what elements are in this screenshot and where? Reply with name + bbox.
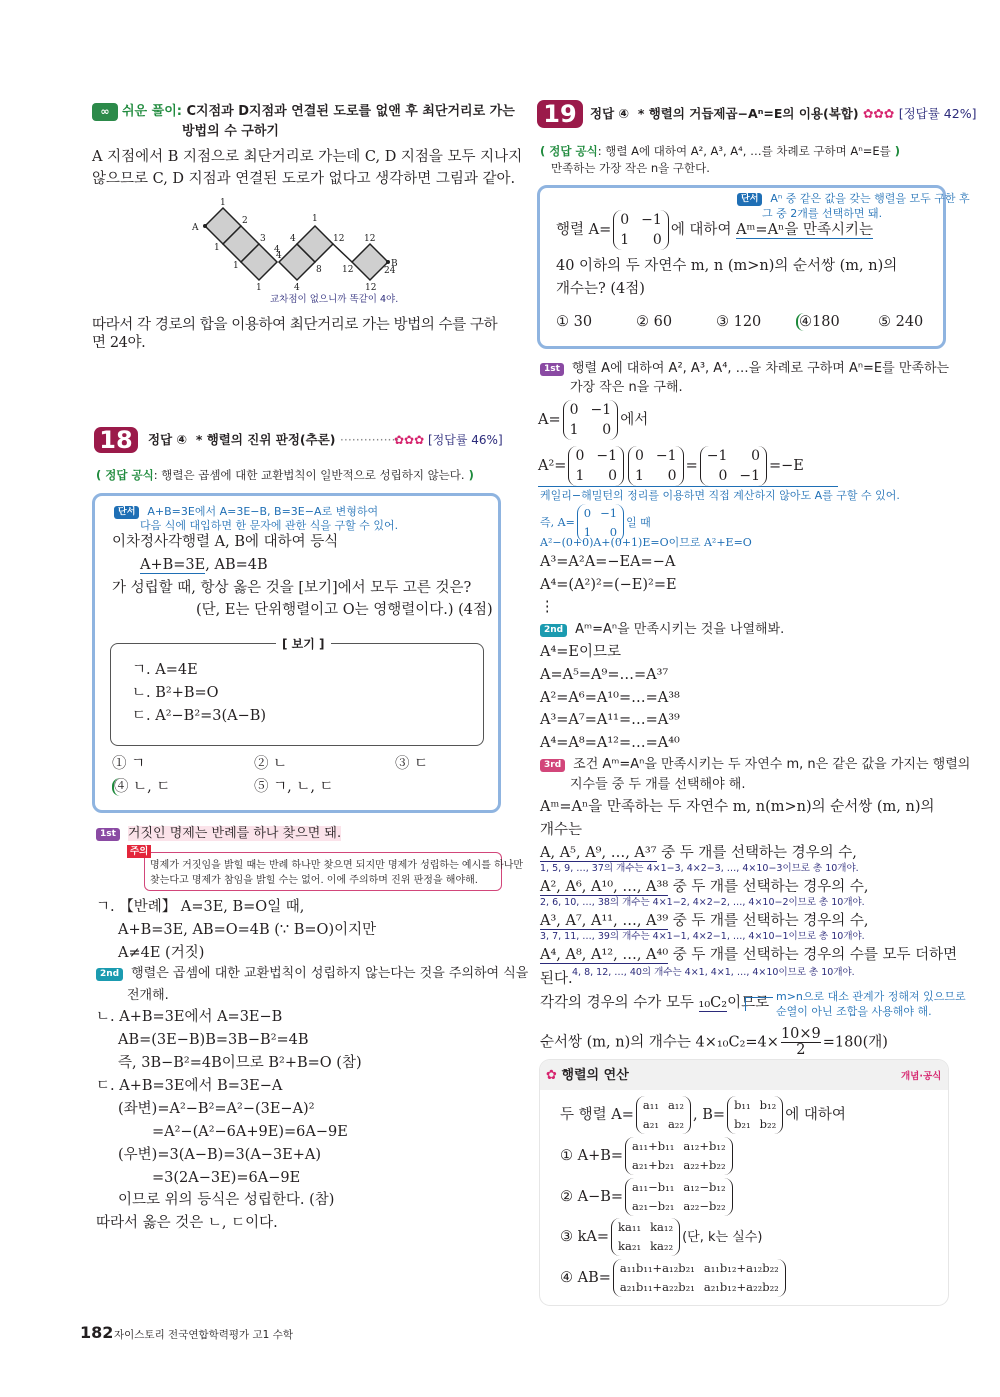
condition-underlined: A+B=3E bbox=[140, 557, 206, 573]
step-text: Aᵐ=Aⁿ을 만족시키는 것을 나열해봐. bbox=[575, 622, 785, 637]
solution-line: (좌변)=A²−B²=A²−(3E−A)² bbox=[118, 1101, 315, 1117]
condition-underlined: Aᵐ=Aⁿ을 만족시키는 bbox=[736, 222, 873, 238]
hint-text: A+B=3E에서 A=3E−B, B=3E−A로 변형하여 bbox=[147, 505, 379, 518]
difficulty-stars: ✿✿✿ bbox=[394, 433, 425, 447]
caution-text: 찾는다고 명제가 참임을 밝힐 수는 없어. 이에 주의하며 진위 판정을 해야해. bbox=[150, 875, 478, 886]
matrix-entry: −1 bbox=[655, 448, 677, 464]
correct-rate: [정답률 42%] bbox=[898, 106, 977, 121]
step-tag: 3rd bbox=[540, 759, 565, 772]
matrix-entry: −1 bbox=[590, 402, 612, 418]
q19-formula: ( 정답 공식: 행렬 A에 대하여 A², A³, A⁴, …를 차례로 구하며 Aⁿ=E를 ) bbox=[540, 144, 901, 158]
diagram-label: 4 bbox=[274, 245, 280, 255]
matrix-entry: b₁₁ bbox=[734, 1098, 751, 1112]
matrix-entry: a₂₁−b₂₁ bbox=[632, 1199, 675, 1213]
formula-text: : 행렬 A에 대하여 A², A³, A⁴, …를 차례로 구하며 Aⁿ=E를 bbox=[597, 144, 891, 158]
diagram-label: 24 bbox=[384, 266, 396, 276]
step-text: 행렬은 곱셈에 대한 교환법칙이 성립하지 않는다는 것을 주의하여 식을 bbox=[131, 966, 529, 981]
matrix-entry: 0 bbox=[620, 212, 630, 228]
case-line: A³, A⁷, A¹¹, …, A³⁹ 중 두 개를 선택하는 경우의 수, bbox=[540, 913, 869, 929]
hint-text: 그 중 2개를 선택하면 돼. bbox=[762, 207, 883, 220]
step-text: 거짓인 명제는 반례를 하나 찾으면 돼. bbox=[127, 826, 342, 841]
matrix-entry: a₁₁ bbox=[642, 1098, 659, 1112]
arrow-note: 순열이 아닌 조합을 사용해야 해. bbox=[776, 1005, 932, 1018]
difficulty-stars: ✿✿✿ bbox=[862, 106, 895, 121]
case-note: 3, 7, 11, …, 39의 개수는 4×1−1, 4×2−1, …, 4×10−1이므로 총 10개야. bbox=[540, 931, 865, 942]
diagram-label: 4 bbox=[290, 234, 296, 244]
solution-line: A=A⁵=A⁹=…=A³⁷ bbox=[540, 667, 669, 683]
q18-hint bbox=[114, 505, 378, 519]
matrix-entry: a₁₂−b₁₂ bbox=[683, 1180, 726, 1194]
solution-line: 각각의 경우의 수가 모두 ₁₀C₂이므로 bbox=[540, 995, 770, 1011]
matrix-entry: a₂₂−b₂₂ bbox=[683, 1199, 726, 1213]
diagram-label: 1 bbox=[214, 243, 220, 253]
solution-line: A+B=3E, AB=O=4B (∵ B=O)이지만 bbox=[118, 922, 377, 938]
matrix-entry: a₁₁+b₁₁ bbox=[632, 1139, 675, 1153]
matrix-entry: ka₁₂ bbox=[650, 1220, 674, 1234]
matrix-entry: a₂₁ bbox=[642, 1117, 659, 1131]
solution-line: 즉, 3B−B²=4B이므로 B²+B=O (참) bbox=[118, 1055, 362, 1071]
step-text: 가장 작은 n을 구해. bbox=[570, 380, 683, 395]
result-line: 순서쌍 (m, n)의 개수는 4×₁₀C₂=4× $\frac{10\times 9}{2}$ =180(개) bbox=[540, 1026, 888, 1058]
q18-condition bbox=[140, 556, 268, 574]
concept-item: ④ AB= a₁₁b₁₁+a₁₂b₂₁ a₁₁b₁₂+a₁₂b₂₂ a₂₁b₁₁+a₂₂b₂₁ a₂₁b₁₂+a₂₂b₂₂ bbox=[560, 1258, 788, 1298]
q19-question: 개수는? (4점) bbox=[556, 281, 645, 297]
matrix-entry: −1 bbox=[706, 448, 728, 464]
concept-item: ② A−B= a₁₁−b₁₁ a₁₂−b₁₂ a₂₁−b₂₁ a₂₂−b₂₂ bbox=[560, 1177, 735, 1217]
matrix-entry: 1 bbox=[620, 232, 630, 248]
question-number: 19 bbox=[537, 100, 583, 128]
q18-question: 이차정사각행렬 A, B에 대하여 등식 bbox=[112, 534, 339, 550]
matrix-entry: b₂₂ bbox=[759, 1117, 777, 1131]
q18-note: (단, E는 단위행렬이고 O는 영행렬이다.) (4점) bbox=[196, 602, 493, 618]
bogi-item: ㄱ. A=4E bbox=[132, 662, 198, 678]
solution-line: A⁴=E이므로 bbox=[540, 644, 622, 660]
choice-4-selected[interactable]: ④ ㄴ, ㄷ bbox=[114, 779, 171, 795]
case-note: 2, 6, 10, …, 38의 개수는 4×1−2, 4×2−2, …, 4×10−2이므로 총 10개야. bbox=[540, 897, 865, 908]
choice-2[interactable]: ② 60 bbox=[636, 314, 673, 330]
point-a: A bbox=[192, 223, 199, 233]
matrix-entry: 1 bbox=[635, 468, 644, 484]
matrix-entry: 0 bbox=[602, 422, 612, 438]
matrix-entry: 0 bbox=[575, 448, 585, 464]
matrix-entry: 1 bbox=[575, 468, 585, 484]
matrix-a bbox=[563, 400, 619, 440]
case-line: A⁴, A⁸, A¹², …, A⁴⁰ 중 두 개를 선택하는 경우의 수를 모두 더하면 bbox=[540, 947, 958, 963]
step-text: 전개해. bbox=[127, 988, 169, 1003]
matrix-a bbox=[613, 210, 669, 250]
leader-dots: ··············· bbox=[339, 432, 400, 447]
topic: * 행렬의 진위 판정(추론) bbox=[195, 432, 336, 447]
glasses-icon: ∞ bbox=[92, 103, 118, 121]
matrix-entry: −1 bbox=[739, 468, 760, 484]
solution-line: =3(2A−3E)=6A−9E bbox=[152, 1170, 301, 1186]
matrix-entry: a₁₁−b₁₁ bbox=[632, 1180, 675, 1194]
matrix-entry: a₂₁+b₂₁ bbox=[632, 1158, 675, 1172]
easy-title-2: 방법의 수 구하기 bbox=[182, 124, 279, 139]
diagram-label: 12 bbox=[333, 234, 345, 244]
topic: * 행렬의 거듭제곱−Aⁿ=E의 이용(복합) bbox=[637, 106, 859, 121]
diagram-label: 1 bbox=[256, 283, 262, 293]
q19-hint bbox=[737, 192, 970, 206]
step-tag: 2nd bbox=[96, 968, 123, 981]
final-answer: 따라서 옳은 것은 ㄴ, ㄷ이다. bbox=[96, 1215, 278, 1231]
matrix-entry: a₁₁b₁₂+a₁₂b₂₂ bbox=[703, 1261, 779, 1275]
case-note: 1, 5, 9, …, 37의 개수는 4×1−3, 4×2−3, …, 4×10−3이므로 총 10개야. bbox=[540, 863, 859, 874]
hint-tag: 단서 bbox=[114, 506, 139, 519]
q18-question: 가 성립할 때, 항상 옳은 것을 [보기]에서 모두 고른 것은? bbox=[112, 580, 472, 596]
text: 에 대하여 bbox=[670, 222, 737, 238]
q19-step3 bbox=[540, 756, 970, 774]
matrix-entry: a₂₁b₁₂+a₂₂b₂₂ bbox=[703, 1280, 779, 1294]
matrix-entry: −1 bbox=[600, 506, 618, 520]
solution-line: ㄴ. A+B=3E에서 A=3E−B bbox=[96, 1009, 283, 1025]
concept-title: ✿ 행렬의 연산 bbox=[546, 1068, 629, 1083]
matrix-entry: a₂₂+b₂₂ bbox=[683, 1158, 726, 1172]
choice-1[interactable]: ① ㄱ bbox=[112, 756, 146, 772]
solution-line: A²=A⁶=A¹⁰=…=A³⁸ bbox=[540, 690, 680, 706]
concept-intro: 두 행렬 A= a₁₁ a₁₂ a₂₁ a₂₂ , B= b₁₁ b₁₂ b₂₁ b₂₂ 에 대하여 bbox=[560, 1095, 846, 1135]
diagram-label: 3 bbox=[260, 234, 266, 244]
solution-line: A≠4E (거짓) bbox=[118, 945, 205, 961]
caution-tag: 주의 bbox=[127, 845, 151, 858]
q18-step2 bbox=[96, 965, 528, 983]
solution-line: 된다. bbox=[540, 971, 573, 987]
bogi-item: ㄴ. B²+B=O bbox=[132, 685, 219, 701]
flower-icon: ✿ bbox=[546, 1068, 557, 1083]
divider bbox=[538, 486, 838, 487]
q19-step1 bbox=[540, 360, 949, 378]
matrix-a2 bbox=[700, 446, 767, 486]
arrow-connector bbox=[745, 997, 773, 1011]
condition: , AB=4B bbox=[205, 557, 268, 573]
matrix-entry: 0 bbox=[608, 468, 617, 484]
q18-rating bbox=[394, 431, 503, 449]
concept-item: ① A+B= a₁₁+b₁₁ a₁₂+b₁₂ a₂₁+b₂₁ a₂₂+b₂₂ bbox=[560, 1136, 735, 1176]
point-b: B bbox=[391, 259, 398, 269]
road-diagram bbox=[0, 0, 500, 320]
matrix-entry: b₂₁ bbox=[734, 1117, 751, 1131]
answer: 정답 ④ bbox=[148, 432, 188, 447]
bogi-title: [ 보기 ] bbox=[276, 635, 331, 653]
easy-paragraph: A 지점에서 B 지점으로 최단거리로 가는데 C, D 지점을 모두 지나지 bbox=[92, 149, 523, 165]
matrix-entry: a₁₁b₁₁+a₁₂b₂₁ bbox=[619, 1261, 695, 1275]
easy-conclusion: 따라서 각 경로의 합을 이용하여 최단거리로 가는 방법의 수를 구하면 24야. bbox=[92, 317, 498, 351]
step-text: 행렬 A에 대하여 A², A³, A⁴, …을 차례로 구하며 Aⁿ=E를 만족하는 bbox=[571, 361, 950, 376]
matrix-entry: ka₁₁ bbox=[618, 1220, 642, 1234]
matrix-entry: 1 bbox=[583, 525, 592, 539]
easy-title: C지점과 D지점과 연결된 도로를 없앤 후 최단거리로 가는 bbox=[186, 104, 515, 119]
solution-line: Aᵐ=Aⁿ을 만족하는 두 자연수 m, n(m>n)의 순서쌍 (m, n)의 bbox=[540, 799, 935, 815]
choice-1[interactable]: ① 30 bbox=[556, 314, 593, 330]
diagram-label: 2 bbox=[242, 216, 248, 226]
matrix-entry: −1 bbox=[596, 448, 617, 464]
solution-line: 이므로 위의 등식은 성립한다. (참) bbox=[118, 1192, 335, 1208]
q19-header bbox=[590, 105, 976, 123]
hint-text: Aⁿ 중 같은 값을 갖는 행렬을 모두 구한 후 bbox=[770, 192, 970, 205]
question-number: 18 bbox=[94, 427, 138, 453]
q18-step1 bbox=[96, 825, 341, 843]
q18-formula: ( 정답 공식: 행렬은 곱셈에 대한 교환법칙이 일반적으로 성립하지 않는다. ) bbox=[96, 468, 474, 482]
step-tag: 1st bbox=[96, 828, 120, 841]
caution-text: 명제가 거짓임을 밝힐 때는 반례 하나만 찾으면 되지만 명제가 성립하는 예시를 하나만 bbox=[150, 860, 524, 871]
easy-label: 쉬운 풀이: bbox=[122, 104, 182, 119]
a-squared-line: A²= 0 −1 1 0 0 −1 1 0 = −1 0 0 −1 =−E bbox=[538, 448, 804, 484]
solution-line: A⁴=(A²)²=(−E)²=E bbox=[540, 577, 677, 593]
concept-item: ③ kA= ka₁₁ ka₁₂ ka₂₁ ka₂₂ (단, k는 실수) bbox=[560, 1217, 762, 1258]
diagram-label: 1 bbox=[312, 214, 318, 224]
formula-label: 정답 공식 bbox=[549, 144, 598, 158]
cayley-note: 즉, A= 0 −1 1 0 일 때 bbox=[540, 504, 651, 542]
choice-3[interactable]: ③ ㄷ bbox=[395, 756, 429, 772]
choice-5[interactable]: ⑤ ㄱ, ㄴ, ㄷ bbox=[254, 779, 334, 795]
cayley-note: A²−(0+0)A+(0+1)E=O이므로 A²+E=O bbox=[540, 536, 752, 549]
diagram-label: 4 bbox=[276, 251, 282, 261]
diagram-label: 8 bbox=[316, 265, 322, 275]
diagram-label: 1 bbox=[220, 198, 226, 208]
easy-paragraph: 않으므로 C, D 지점과 연결된 도로가 없다고 생각하면 그림과 같아. bbox=[92, 171, 516, 187]
diagram-caption: 교차점이 없으니까 똑같이 4야. bbox=[270, 294, 399, 305]
diagram-label: 12 bbox=[342, 265, 354, 275]
matrix-entry: a₁₂ bbox=[667, 1098, 685, 1112]
case-line: A², A⁶, A¹⁰, …, A³⁸ 중 두 개를 선택하는 경우의 수, bbox=[540, 879, 869, 895]
text: 행렬 A= bbox=[556, 222, 612, 238]
step-tag: 1st bbox=[540, 363, 564, 376]
correct-rate: [정답률 46%] bbox=[428, 433, 503, 447]
solution-line: ㄱ. 【반례】 A=3E, B=O일 때, bbox=[96, 899, 305, 915]
arrow-note: m>n으로 대소 관계가 정해져 있으므로 bbox=[776, 990, 966, 1003]
matrix-entry: 0 bbox=[609, 525, 618, 539]
answer: 정답 ④ bbox=[590, 106, 630, 121]
matrix-entry: a₂₂ bbox=[667, 1117, 685, 1131]
q19-question bbox=[556, 210, 873, 250]
matrix-entry: 0 bbox=[652, 232, 662, 248]
matrix-entry: 0 bbox=[635, 448, 644, 464]
matrix-entry: 0 bbox=[718, 468, 728, 484]
hint-tag: 단서 bbox=[737, 193, 762, 206]
case-line: A, A⁵, A⁹, …, A³⁷ 중 두 개를 선택하는 경우의 수, bbox=[540, 845, 857, 861]
matrix-a-line: A= 0 −1 1 0 에서 bbox=[538, 402, 649, 438]
q18-header bbox=[148, 431, 399, 449]
matrix-entry: ka₂₁ bbox=[618, 1239, 642, 1253]
matrix-entry: 0 bbox=[583, 506, 592, 520]
step-text: 지수들 중 두 개를 선택해야 해. bbox=[570, 777, 746, 792]
page-number: 182 bbox=[80, 1323, 114, 1342]
step-text: 조건 Aᵐ=Aⁿ을 만족시키는 두 자연수 m, n은 같은 값을 가지는 행렬의 bbox=[573, 757, 971, 772]
solution-line: ㄷ. A+B=3E에서 B=3E−A bbox=[96, 1078, 283, 1094]
matrix-entry: b₁₂ bbox=[759, 1098, 777, 1112]
choice-3[interactable]: ③ 120 bbox=[716, 314, 762, 330]
matrix-entry: −1 bbox=[641, 212, 662, 228]
solution-line: A³=A⁷=A¹¹=…=A³⁹ bbox=[540, 712, 680, 728]
matrix-entry: 0 bbox=[667, 468, 677, 484]
solution-line: =A²−(A²−6A+9E)=6A−9E bbox=[152, 1124, 348, 1140]
book-title: 자이스토리 전국연합학력평가 고1 수학 bbox=[114, 1329, 293, 1341]
matrix-entry: a₁₂+b₁₂ bbox=[683, 1139, 726, 1153]
diagram-label: 12 bbox=[365, 283, 377, 293]
matrix-entry: a₂₁b₁₁+a₂₂b₂₁ bbox=[619, 1280, 695, 1294]
formula-label: 정답 공식 bbox=[105, 468, 154, 482]
solution-line: 개수는 bbox=[540, 822, 583, 838]
bogi-item: ㄷ. A²−B²=3(A−B) bbox=[132, 708, 267, 724]
solution-line: AB=(3E−B)B=3B−B²=4B bbox=[118, 1032, 309, 1048]
choice-5[interactable]: ⑤ 240 bbox=[878, 314, 924, 330]
vdots: ⋮ bbox=[540, 599, 555, 615]
choice-4-selected[interactable]: ④180 bbox=[796, 313, 840, 331]
matrix-entry: 0 bbox=[569, 402, 579, 418]
matrix-entry: 0 bbox=[751, 448, 760, 464]
q19-question: 40 이하의 두 자연수 m, n (m>n)의 순서쌍 (m, n)의 bbox=[556, 258, 898, 274]
choice-2[interactable]: ② ㄴ bbox=[254, 756, 288, 772]
solution-line: A⁴=A⁸=A¹²=…=A⁴⁰ bbox=[540, 735, 680, 751]
formula-text: 만족하는 가장 작은 n을 구한다. bbox=[551, 161, 710, 175]
case-note: 4, 8, 12, …, 40의 개수는 4×1, 4×1, …, 4×10이므로 총 10개야. bbox=[572, 967, 855, 978]
matrix-entry: 1 bbox=[569, 422, 579, 438]
q19-step2 bbox=[540, 621, 784, 639]
cayley-note: 케일리−해밀턴의 정리를 이용하면 직접 계산하지 않아도 A를 구할 수 있어. bbox=[540, 489, 900, 502]
diagram-label: 4 bbox=[294, 283, 300, 293]
step-tag: 2nd bbox=[540, 624, 567, 637]
solution-line: A³=A²A=−EA=−A bbox=[540, 554, 676, 570]
diagram-label: 12 bbox=[364, 234, 376, 244]
hint-text: 다음 식에 대입하면 한 문자에 관한 식을 구할 수 있어. bbox=[140, 519, 399, 532]
matrix-entry: ka₂₂ bbox=[650, 1239, 674, 1253]
concept-badge: 개념·공식 bbox=[901, 1071, 942, 1082]
formula-text: : 행렬은 곱셈에 대한 교환법칙이 일반적으로 성립하지 않는다. bbox=[153, 468, 465, 482]
diagram-label: 1 bbox=[233, 261, 239, 271]
solution-line: (우변)=3(A−B)=3(A−3E+A) bbox=[118, 1147, 322, 1163]
